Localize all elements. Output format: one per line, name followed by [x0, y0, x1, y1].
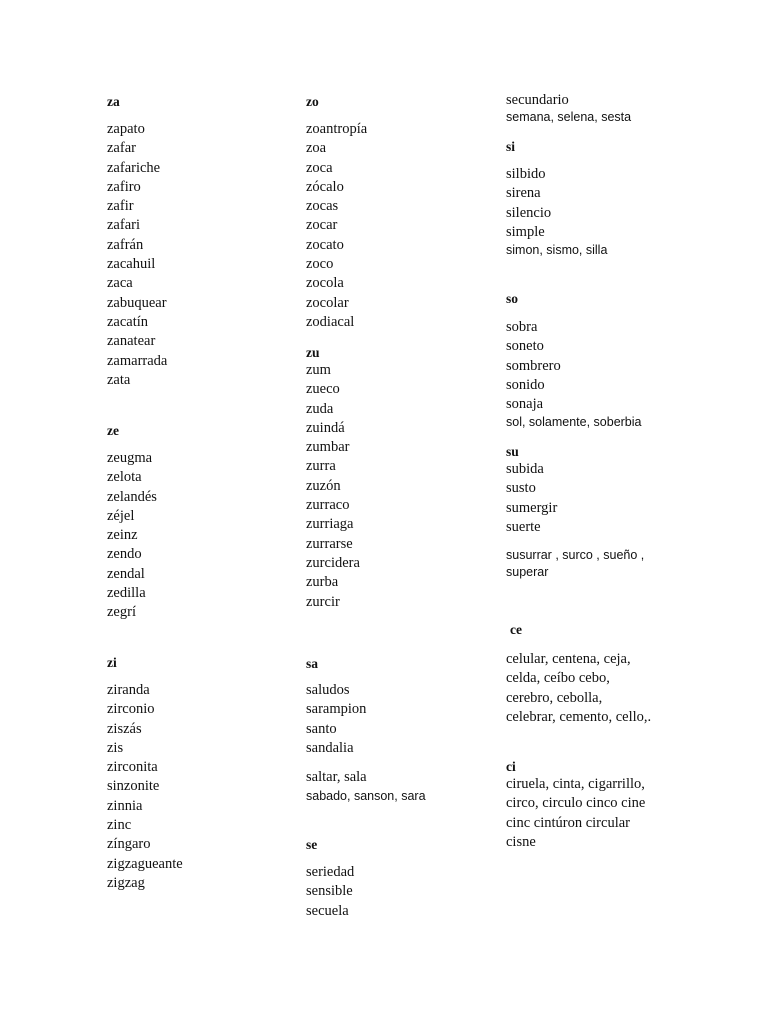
list-item: zacatín: [107, 313, 149, 330]
list-item: zapato: [107, 121, 145, 137]
heading-ce: ce: [510, 622, 522, 637]
list-item: sonaja: [506, 396, 544, 413]
list-item: ziranda: [107, 682, 150, 698]
list-item: susurrar , surco , sueño ,: [506, 548, 645, 562]
sa-extra-serif: saltar, sala: [306, 769, 367, 785]
list-item: zirconita: [107, 759, 158, 776]
list-item: zoa: [306, 140, 327, 157]
list-item: circo, circulo cinco cine: [506, 795, 646, 812]
so-extra-sans: sol, solamente, soberbia: [506, 415, 642, 429]
list-item: zurrarse: [306, 535, 353, 552]
heading-se: se: [306, 837, 318, 852]
list-item: zabuquear: [107, 294, 167, 311]
list-item: zinc: [107, 817, 132, 834]
list-item: zodiacal: [306, 313, 355, 330]
list-item: simple: [506, 223, 545, 240]
list-item: zuda: [306, 400, 334, 417]
list-item: zanatear: [107, 333, 156, 350]
heading-zo: zo: [306, 94, 319, 109]
list-item: sonido: [506, 376, 545, 393]
su-extra-sans: [506, 547, 644, 581]
list-item: sobra: [506, 319, 538, 335]
list-item: zueco: [306, 381, 340, 398]
list-item: zoantropía: [306, 121, 368, 137]
list-item: sensible: [306, 883, 353, 900]
list-item: ciruela, cinta, cigarrillo,: [506, 776, 645, 792]
list-item: zedilla: [107, 585, 146, 602]
list-item: zum: [306, 362, 331, 378]
word-list-zo: [306, 120, 367, 332]
list-item: zendo: [107, 546, 142, 563]
word-list-su: [506, 460, 557, 537]
list-item: subida: [506, 461, 544, 477]
list-item: sumergir: [506, 499, 558, 516]
list-item: zafir: [107, 198, 134, 215]
list-item: seriedad: [306, 864, 355, 880]
word-list-zu: [306, 361, 360, 612]
heading-ci: ci: [506, 759, 516, 774]
line-list-ci: [506, 775, 645, 852]
list-item: sandalia: [306, 739, 354, 756]
heading-su: su: [506, 444, 519, 459]
list-item: suerte: [506, 518, 541, 535]
list-item: sombrero: [506, 357, 561, 374]
list-item: zafiro: [107, 178, 141, 195]
list-item: zeinz: [107, 527, 138, 544]
line-list-ce: [506, 650, 651, 727]
word-list-zi: [107, 681, 183, 893]
list-item: susto: [506, 480, 536, 497]
list-item: zurcir: [306, 593, 340, 610]
list-item: zis: [107, 739, 124, 756]
list-item: zurriaga: [306, 516, 354, 533]
list-item: zelota: [107, 469, 142, 486]
heading-si: si: [506, 139, 516, 154]
heading-za: za: [107, 94, 120, 109]
heading-zu: zu: [306, 345, 320, 360]
heading-ze: ze: [107, 423, 119, 438]
word-list-si: [506, 165, 551, 242]
list-item: saludos: [306, 682, 350, 698]
list-item: zumbar: [306, 439, 350, 456]
list-item: secuela: [306, 902, 349, 919]
list-item: sinzonite: [107, 778, 160, 795]
list-item: zafrán: [107, 236, 144, 253]
list-item: zata: [107, 371, 131, 388]
list-item: zoca: [306, 159, 333, 176]
list-item: zendal: [107, 565, 145, 582]
list-item: zurra: [306, 458, 336, 475]
list-item: cinc cintúron circular: [506, 814, 630, 831]
list-item: silencio: [506, 204, 552, 221]
list-item: celular, centena, ceja,: [506, 651, 631, 667]
word-list-za: [107, 120, 167, 390]
se-continued-extra: semana, selena, sesta: [506, 110, 632, 124]
list-item: silbido: [506, 166, 546, 182]
list-item: zigzagueante: [107, 855, 183, 872]
list-item: zocar: [306, 217, 338, 234]
word-list-so: [506, 318, 561, 414]
list-item: zurba: [306, 574, 339, 591]
list-item: celda, ceíbo cebo,: [506, 670, 610, 687]
word-list-se: [306, 863, 354, 921]
list-item: santo: [306, 720, 337, 737]
list-item: zuindá: [306, 419, 345, 436]
list-item: zocas: [306, 198, 339, 215]
list-item: zuzón: [306, 477, 341, 494]
list-item: zegrí: [107, 604, 136, 621]
list-item: zafar: [107, 140, 136, 157]
list-item: superar: [506, 565, 549, 579]
list-item: celebrar, cemento, cello,.: [506, 708, 652, 725]
list-item: zíngaro: [107, 836, 151, 853]
list-item: cisne: [506, 833, 536, 850]
word-list-sa: [306, 681, 366, 758]
se-continued-word: secundario: [506, 92, 569, 108]
list-item: zurraco: [306, 497, 350, 514]
sa-extra-sans: sabado, sanson, sara: [306, 789, 426, 803]
list-item: sarampion: [306, 701, 367, 718]
list-item: zafari: [107, 217, 140, 234]
list-item: cerebro, cebolla,: [506, 689, 603, 706]
list-item: zelandés: [107, 488, 157, 505]
list-item: soneto: [506, 338, 544, 355]
si-extra-sans: simon, sismo, silla: [506, 243, 608, 257]
list-item: sirena: [506, 185, 541, 202]
list-item: zocola: [306, 275, 344, 292]
heading-zi: zi: [107, 655, 117, 670]
list-item: zéjel: [107, 507, 135, 524]
list-item: zirconio: [107, 701, 155, 718]
list-item: zinnia: [107, 797, 143, 814]
list-item: zocato: [306, 236, 344, 253]
list-item: ziszás: [107, 720, 142, 737]
list-item: zócalo: [306, 178, 344, 195]
list-item: zamarrada: [107, 352, 168, 369]
list-item: zoco: [306, 256, 334, 273]
word-list-ze: [107, 449, 157, 623]
heading-sa: sa: [306, 656, 319, 671]
list-item: zocolar: [306, 294, 349, 311]
heading-so: so: [506, 291, 519, 306]
list-item: zigzag: [107, 874, 145, 891]
list-item: zafariche: [107, 159, 161, 176]
list-item: zurcidera: [306, 554, 360, 571]
list-item: zaca: [107, 275, 133, 292]
list-item: zacahuil: [107, 256, 156, 273]
list-item: zeugma: [107, 450, 153, 466]
